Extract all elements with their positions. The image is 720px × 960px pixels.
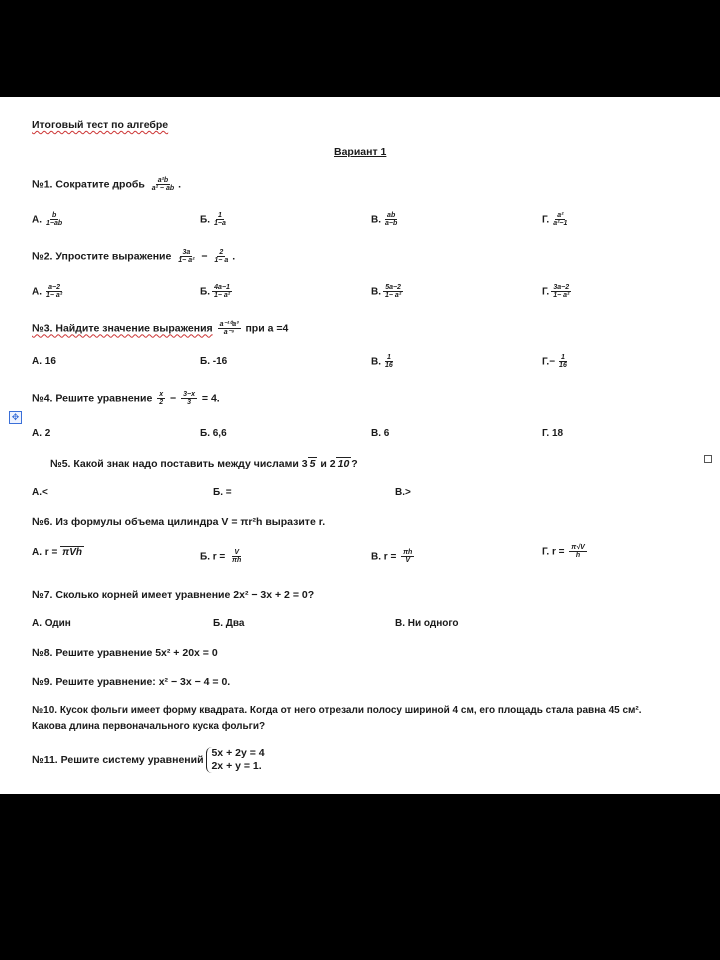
fraction-numerator: 1 [386, 354, 391, 361]
q1-option-c [371, 212, 401, 228]
test-title: Итоговый тест по алгебре [32, 119, 169, 131]
punctuation: . [232, 250, 236, 263]
question-9: №9. Решите уравнение: x² − 3x − 4 = 0. [32, 676, 231, 688]
q3-option-a: А. 16 [32, 356, 56, 367]
option-letter: В. [371, 286, 381, 298]
question-2 [32, 249, 235, 265]
option-prefix: В. r = [371, 551, 400, 563]
q7-option-a: А. Один [32, 618, 71, 629]
question-1-fraction [150, 177, 176, 193]
fraction-numerator: π√V [571, 544, 585, 551]
q3-option-d [542, 354, 571, 370]
fraction-numerator: a² [557, 212, 564, 219]
option-letter: Б. [200, 286, 210, 298]
question-10-line-2: Какова длина первоначального куска фольги? [32, 721, 266, 732]
q7-option-c: В. Ни одного [395, 618, 459, 629]
fraction-numerator: 3a [182, 249, 191, 256]
q1-option-b [200, 212, 230, 228]
fraction-numerator: ab [387, 212, 396, 219]
question-3-condition: при a =4 [245, 322, 289, 335]
minus-sign: − [201, 250, 208, 263]
variant-heading: Вариант 1 [334, 146, 387, 158]
option-letter: Б. [200, 214, 210, 226]
question-3-text: №3. Найдите значение выражения [32, 322, 213, 335]
fraction-numerator: b [51, 212, 57, 219]
fraction-numerator: a⁻¹⁰a³ [219, 321, 239, 328]
option-fraction [383, 354, 395, 370]
option-fraction [230, 549, 243, 565]
q6-option-a [32, 546, 84, 558]
option-letter: А. [32, 286, 42, 298]
q5-option-c: В.> [395, 487, 411, 498]
q1-option-d [542, 212, 571, 228]
sqrt-expression: 10 [337, 458, 350, 470]
fraction-denominator: 16 [559, 362, 567, 370]
fraction-denominator: a⁻⁸ [223, 329, 235, 337]
q3-option-b: Б. -16 [200, 356, 228, 367]
option-prefix: Г. r = [542, 546, 568, 558]
option-fraction [212, 284, 232, 300]
q4-option-d: Г. 18 [542, 428, 564, 439]
fraction-numerator: a²b [157, 177, 169, 184]
fraction-denominator: 1− a² [46, 292, 63, 300]
q7-option-b: Б. Два [213, 618, 245, 629]
punctuation: ? [351, 458, 358, 470]
fraction-denominator: 2 [159, 399, 164, 407]
question-1 [32, 177, 181, 193]
fraction-denominator: 3 [187, 399, 191, 407]
sqrt-expression: 5 [309, 458, 316, 470]
option-fraction [551, 212, 569, 228]
fraction-denominator: 1− a² [178, 257, 195, 265]
fraction-numerator: 1 [217, 212, 222, 219]
fraction-denominator: h [575, 552, 581, 560]
q1-option-a [32, 212, 66, 228]
fraction-denominator: 16 [385, 362, 393, 370]
equation-right-side: = 4. [201, 392, 220, 405]
q4-option-b: Б. 6,6 [200, 428, 227, 439]
question-2-text: №2. Упростите выражение [32, 250, 172, 263]
option-prefix: А. r = [32, 547, 61, 558]
fraction-numerator: V [234, 549, 240, 556]
equation-system [206, 747, 264, 773]
question-10-line-1: №10. Кусок фольги имеет форму квадрата. Когда от него отрезали полосу шириной 4 см, его площадь стала равна 45 см². [32, 705, 642, 716]
option-fraction [557, 354, 569, 370]
q2-option-b [200, 284, 234, 300]
question-11-text: №11. Решите систему уравнений [32, 753, 204, 766]
q4-option-a: А. 2 [32, 428, 51, 439]
option-fraction [401, 549, 414, 565]
option-letter: Г. [542, 214, 550, 226]
q6-option-c [371, 549, 416, 565]
question-4-text: №4. Решите уравнение [32, 392, 153, 405]
document-page [0, 97, 720, 794]
question-5-text: №5. Какой знак надо поставить между числами 3 [50, 458, 308, 470]
option-fraction [44, 212, 64, 228]
table-move-handle-icon[interactable]: ✥ [9, 411, 22, 424]
option-letter: Г. [542, 286, 550, 298]
option-letter: Г.− [542, 356, 556, 368]
system-equation-1: 5x + 2y = 4 [211, 747, 265, 759]
option-prefix: Б. r = [200, 551, 229, 563]
question-6: №6. Из формулы объема цилиндра V = πr²h выразите r. [32, 516, 326, 528]
q2-option-c [371, 284, 405, 300]
option-letter: В. [371, 214, 381, 226]
fraction-numerator: x [159, 391, 164, 398]
q6-option-d [542, 544, 589, 560]
question-3-fraction [218, 321, 241, 337]
fraction-denominator: a²−1 [553, 220, 568, 228]
fraction-denominator: 1−a [213, 220, 226, 228]
q2-option-a [32, 284, 66, 300]
question-1-text: №1. Сократите дробь [32, 178, 145, 191]
q5-option-a: А.< [32, 487, 48, 498]
question-4 [32, 391, 220, 407]
option-fraction [383, 284, 403, 300]
fraction-numerator: a−2 [48, 284, 61, 291]
fraction-denominator: πh [232, 557, 242, 565]
fraction-denominator: 1− a² [553, 292, 570, 300]
option-letter: А. [32, 214, 42, 226]
minus-sign: − [170, 392, 177, 405]
fraction-numerator: 1 [560, 354, 565, 361]
fraction-numerator: 4a−1 [214, 284, 230, 291]
option-fraction [569, 544, 587, 560]
question-4-fraction-2 [181, 391, 197, 407]
option-letter: В. [371, 356, 381, 368]
fraction-denominator: a² − ab [151, 185, 175, 193]
system-equation-2: 2x + y = 1. [211, 760, 262, 772]
fraction-denominator: V [405, 557, 411, 565]
question-5-connector: и 2 [317, 458, 336, 470]
question-4-fraction-1 [157, 391, 165, 407]
fraction-denominator: 1− a² [385, 292, 402, 300]
option-fraction [44, 284, 64, 300]
question-7: №7. Сколько корней имеет уравнение 2x² − 3x + 2 = 0? [32, 589, 315, 601]
q6-option-b [200, 549, 245, 565]
question-2-fraction-2 [212, 249, 230, 265]
fraction-numerator: 3−x [183, 391, 195, 398]
question-8: №8. Решите уравнение 5x² + 20x = 0 [32, 647, 218, 659]
punctuation: . [178, 178, 182, 191]
question-2-fraction-1 [176, 249, 196, 265]
fraction-denominator: 1− a² [213, 292, 231, 300]
q2-option-d [542, 284, 573, 300]
q5-option-b: Б. = [213, 487, 232, 498]
fraction-numerator: 2 [219, 249, 224, 256]
question-3 [32, 321, 288, 337]
fraction-numerator: 3a−2 [553, 284, 570, 291]
option-fraction [551, 284, 571, 300]
q3-option-c [371, 354, 397, 370]
fraction-numerator: 5a−2 [385, 284, 401, 291]
fraction-numerator: πh [403, 549, 413, 556]
option-fraction [212, 212, 228, 228]
fraction-denominator: 1−ab [46, 220, 63, 228]
sqrt-expression: πVh [62, 547, 82, 558]
question-11 [32, 747, 265, 773]
question-5 [50, 457, 358, 470]
fraction-denominator: 1− a [214, 257, 229, 265]
table-resize-handle-icon[interactable] [704, 455, 712, 463]
option-fraction [383, 212, 399, 228]
q4-option-c: В. 6 [371, 428, 390, 439]
fraction-denominator: a−b [385, 220, 398, 228]
